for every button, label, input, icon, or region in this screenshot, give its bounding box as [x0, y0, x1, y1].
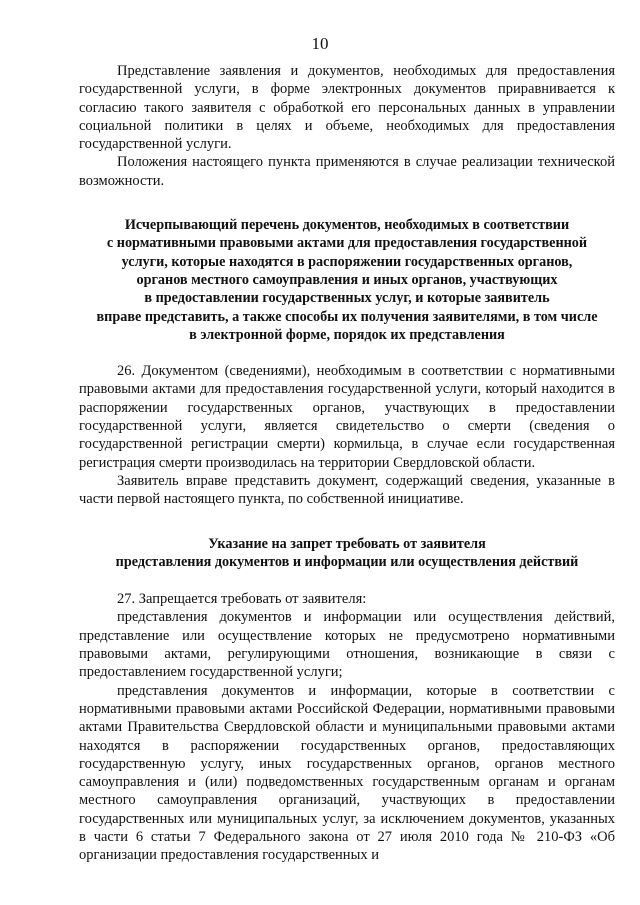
heading-line: Исчерпывающий перечень документов, необходимых в соответствии [124, 217, 570, 234]
paragraph-26: 26. Документом (сведениями), необходимым в соответствии с нормативными правовыми актами для предоставления государственной услуги, который находится в распоряжении государственных органов, участвующих в предоставлении государственной услуги, является свидетельство о смерти (сведения о государственной регистрации смерти) кормильца, в случае если государственная регистрация смерти производилась на территории Свердловской области. [79, 363, 615, 471]
paragraph-26-applicant: Заявитель вправе представить документ, содержащий сведения, указанные в части первой настоящего пункта, по собственной инициативе. [79, 472, 615, 508]
page-number: 10 [311, 34, 329, 53]
heading-line: услуги, которые находятся в распоряжении государственных органов, [121, 253, 573, 270]
paragraph-27: 27. Запрещается требовать от заявителя: [117, 591, 367, 608]
section-heading-documents-list [79, 216, 615, 344]
paragraph-intro-2: Положения настоящего пункта применяются в случае реализации технической возможности. [79, 154, 615, 189]
paragraph-intro-1: Представление заявления и документов, необходимых для предоставления государственной услуги, в форме электронных документов приравнивается к согласию такого заявителя с обработкой его персональных данных в управлении социальной политики в целях и объеме, необходимых для предоставления государственной услуги. [79, 63, 615, 153]
heading-line: вправе представить, а также способы их получения заявителями, в том числе [96, 308, 598, 325]
document-body [79, 62, 615, 865]
heading-line: представления документов и информации или осуществления действий [115, 553, 579, 570]
heading-line: органов местного самоуправления и иных органов, участвующих [136, 271, 558, 288]
section-heading-prohibition [79, 535, 615, 572]
heading-line: в электронной форме, порядок их представления [189, 326, 505, 343]
paragraph-27-item-1: представления документов и информации или осуществления действий, представление или осуществление которых не предусмотрено нормативными правовыми актами, регулирующими отношения, возникающие в связи с предоставлением государственной услуги; [79, 609, 615, 681]
heading-line: с нормативными правовыми актами для предоставления государственной [106, 235, 588, 252]
paragraph-27-item-2: представления документов и информации, которые в соответствии с нормативными правовыми актами Российской Федерации, нормативными правовыми актами Правительства Свердловской области и муниципальными правовыми актами находятся в распоряжении государственных органов, предоставляющих государственную услугу, иных государственных органов, органов местного самоуправления и (или) подведомственных государственным органам и органам местного самоуправления организаций, участвующих в предоставлении государственных или муниципальных услуг, за исключением документов, указанных в части 6 статьи 7 Федерального закона от 27 июля 2010 года № 210-ФЗ «Об организации предоставления государственных и [79, 682, 615, 864]
heading-line: Указание на запрет требовать от заявителя [208, 535, 486, 552]
heading-line: в предоставлении государственных услуг, и которые заявитель [144, 290, 550, 307]
